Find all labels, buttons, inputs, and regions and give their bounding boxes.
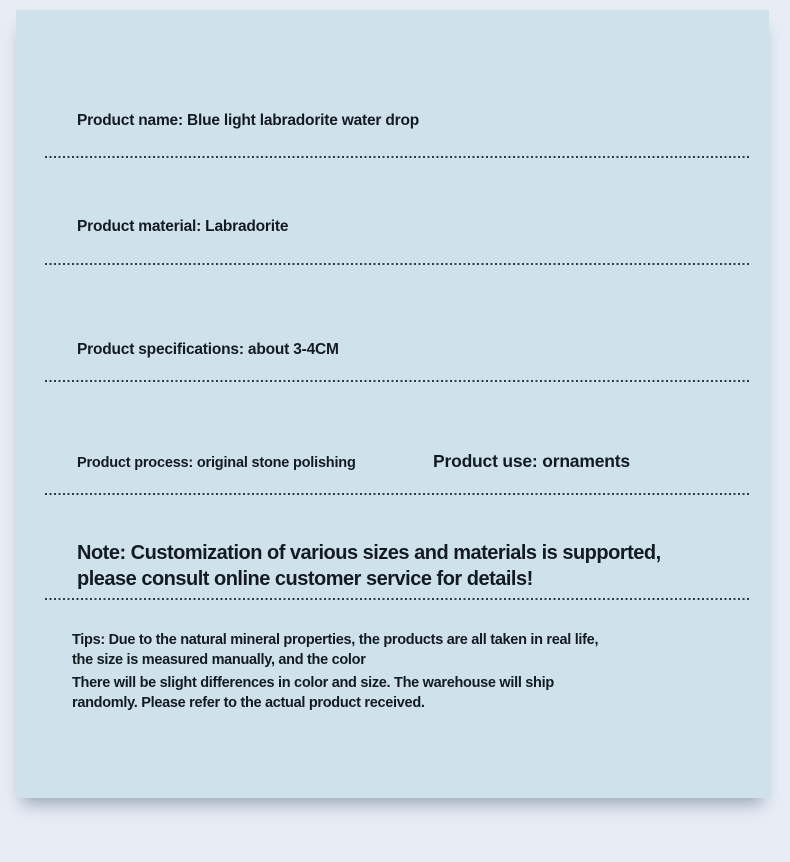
product-specifications-text: Product specifications: about 3-4CM bbox=[77, 341, 339, 358]
dotted-divider bbox=[45, 156, 749, 158]
tips-paragraph bbox=[72, 630, 598, 670]
product-use-text: Product use: ornaments bbox=[433, 451, 630, 471]
tips-line: the size is measured manually, and the color bbox=[72, 652, 366, 668]
dotted-divider bbox=[45, 493, 749, 495]
product-material-text: Product material: Labradorite bbox=[77, 218, 289, 235]
tips-line: randomly. Please refer to the actual product received. bbox=[72, 695, 425, 711]
product-description-card bbox=[16, 10, 769, 798]
note-line: Note: Customization of various sizes and materials is supported, bbox=[77, 542, 661, 564]
dotted-divider bbox=[45, 263, 749, 265]
product-name-text: Product name: Blue light labradorite water drop bbox=[77, 112, 419, 129]
product-process-text: Product process: original stone polishing bbox=[77, 455, 356, 471]
tips-line: Tips: Due to the natural mineral properties, the products are all taken in real life, bbox=[72, 632, 599, 648]
customization-note bbox=[77, 540, 777, 592]
dotted-divider bbox=[45, 598, 749, 600]
tips-line: There will be slight differences in color and size. The warehouse will ship bbox=[72, 675, 554, 691]
note-line: please consult online customer service for details! bbox=[77, 568, 533, 590]
dotted-divider bbox=[45, 380, 749, 382]
tips-paragraph bbox=[72, 673, 554, 713]
